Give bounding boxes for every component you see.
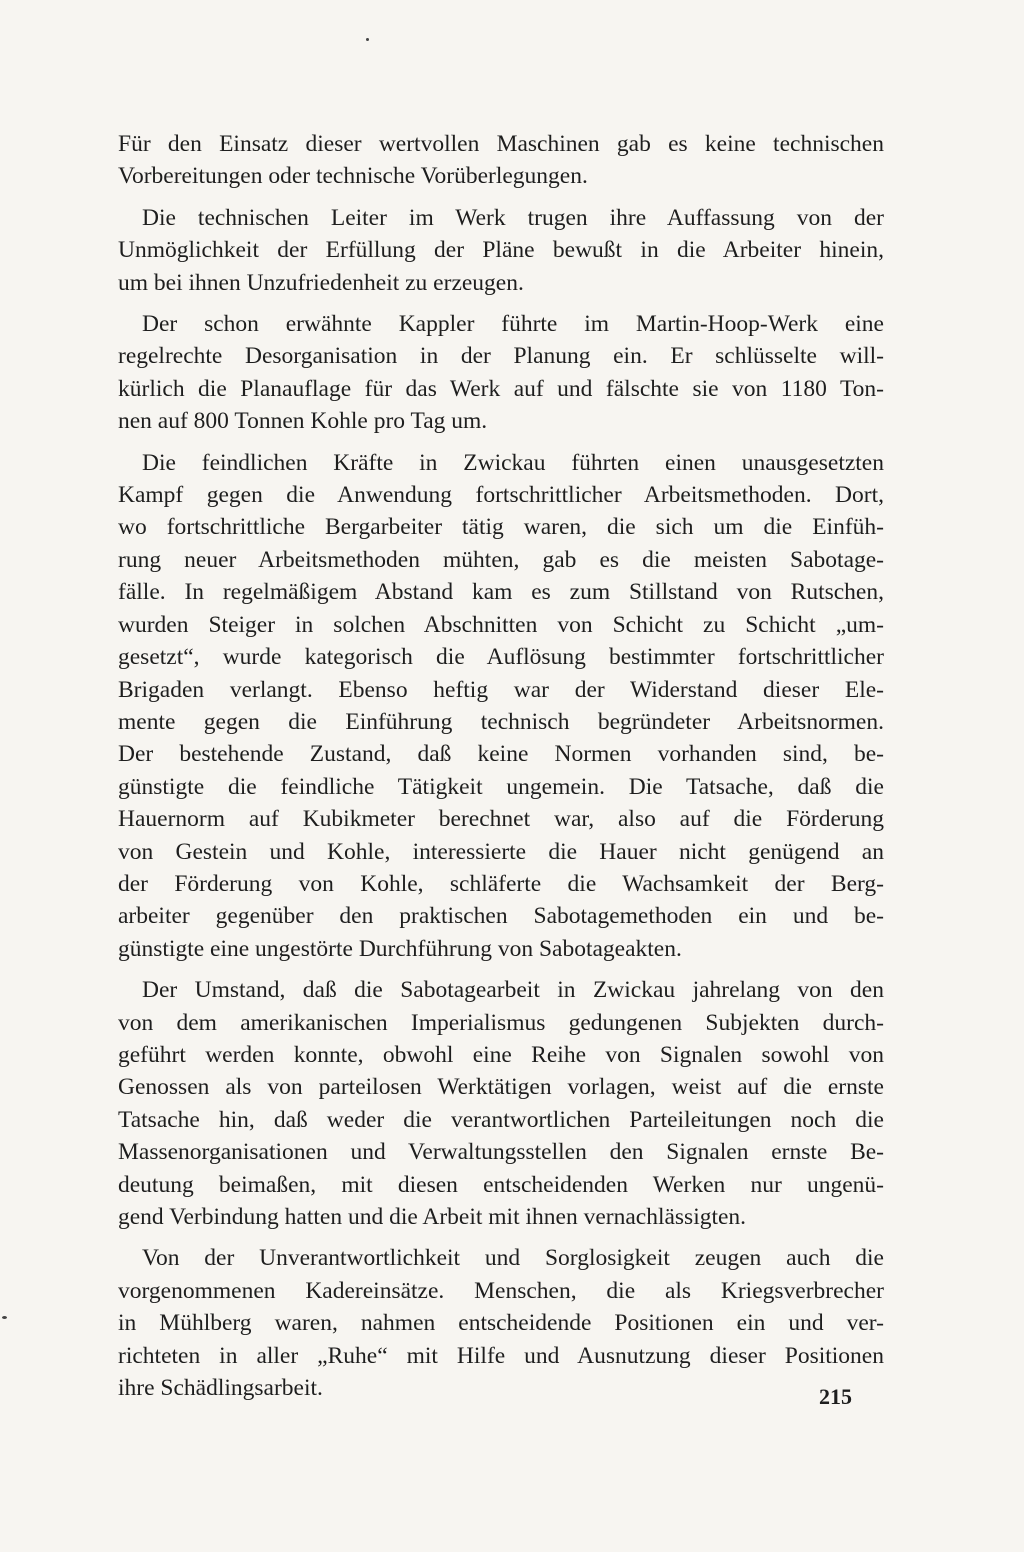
text-line: Brigaden verlangt. Ebenso heftig war der Widerstand dieser Ele- xyxy=(118,676,884,703)
text-line: ihre Schädlingsarbeit. xyxy=(118,1375,323,1402)
paragraph xyxy=(118,308,884,438)
text-line: von Gestein und Kohle, interessierte die Hauer nicht genügend an xyxy=(118,838,884,865)
text-line: Tatsache hin, daß weder die verantwortlichen Parteileitungen noch die xyxy=(118,1106,884,1133)
text-line: mente gegen die Einführung technisch begründeter Arbeitsnormen. xyxy=(118,708,884,735)
page-number: 215 xyxy=(819,1384,852,1409)
paragraph xyxy=(118,128,884,193)
text-line: von dem amerikanischen Imperialismus gedungenen Subjekten durch- xyxy=(118,1009,884,1036)
paragraph-gap xyxy=(118,1233,884,1242)
text-line: Die technischen Leiter im Werk trugen ihre Auffassung von der xyxy=(142,204,884,231)
text-line: arbeiter gegenüber den praktischen Sabotagemethoden ein und be- xyxy=(118,903,884,930)
text-line: kürlich die Planauflage für das Werk auf und fälschte sie von 1180 Ton- xyxy=(118,375,884,402)
text-line: nen auf 800 Tonnen Kohle pro Tag um. xyxy=(118,408,488,435)
text-line: Massenorganisationen und Verwaltungsstellen den Signalen ernste Be- xyxy=(118,1139,884,1166)
text-line: vorgenommenen Kadereinsätze. Menschen, die als Kriegsverbrecher xyxy=(118,1277,884,1304)
text-line: Genossen als von parteilosen Werktätigen vorlagen, weist auf die ernste xyxy=(118,1074,884,1101)
text-line: günstigte die feindliche Tätigkeit ungemein. Die Tatsache, daß die xyxy=(118,773,884,800)
paragraph-gap xyxy=(118,299,884,308)
body-text xyxy=(118,128,884,1404)
text-line: Vorbereitungen oder technische Vorüberlegungen. xyxy=(118,163,588,190)
text-line: Für den Einsatz dieser wertvollen Maschinen gab es keine technischen xyxy=(118,131,884,157)
text-line: in Mühlberg waren, nahmen entscheidende Positionen ein und ver- xyxy=(118,1310,884,1337)
text-line: Unmöglichkeit der Erfüllung der Pläne bewußt in die Arbeiter hinein, xyxy=(118,237,884,264)
print-speck xyxy=(2,1316,7,1319)
text-line: gend Verbindung hatten und die Arbeit mit ihnen vernachlässigten. xyxy=(118,1204,747,1230)
paragraph-gap xyxy=(118,965,884,974)
text-line: regelrechte Desorganisation in der Planung ein. Er schlüsselte will- xyxy=(118,343,884,370)
paragraph xyxy=(118,447,884,966)
text-line: Von der Unverantwortlichkeit und Sorglosigkeit zeugen auch die xyxy=(142,1245,884,1272)
text-line: geführt werden konnte, obwohl eine Reihe von Signalen sowohl von xyxy=(118,1041,884,1068)
text-line: günstigte eine ungestörte Durchführung von Sabotageakten. xyxy=(118,935,682,962)
text-line: der Förderung von Kohle, schläferte die Wachsamkeit der Berg- xyxy=(118,870,884,897)
text-line: um bei ihnen Unzufriedenheit zu erzeugen. xyxy=(118,269,524,296)
text-line: fälle. In regelmäßigem Abstand kam es zum Stillstand von Rutschen, xyxy=(118,579,884,606)
text-line: Der schon erwähnte Kappler führte im Martin-Hoop-Werk eine xyxy=(142,311,884,338)
text-line: Der Umstand, daß die Sabotagearbeit in Zwickau jahrelang von den xyxy=(142,977,884,1004)
text-line: Hauernorm auf Kubikmeter berechnet war, also auf die Förderung xyxy=(118,806,884,833)
text-line: Kampf gegen die Anwendung fortschrittlicher Arbeitsmethoden. Dort, xyxy=(118,482,884,509)
text-line: richteten in aller „Ruhe“ mit Hilfe und Ausnutzung dieser Positionen xyxy=(118,1342,884,1369)
paragraph-gap xyxy=(118,438,884,447)
paragraph xyxy=(118,202,884,299)
text-line: deutung beimaßen, mit diesen entscheidenden Werken nur ungenü- xyxy=(118,1171,884,1198)
text-line: wurden Steiger in solchen Abschnitten von Schicht zu Schicht „um- xyxy=(118,611,884,638)
paragraph xyxy=(118,1242,884,1404)
text-line: wo fortschrittliche Bergarbeiter tätig waren, die sich um die Einfüh- xyxy=(118,514,884,541)
text-line: rung neuer Arbeitsmethoden mühten, gab es die meisten Sabotage- xyxy=(118,546,884,573)
text-line: Die feindlichen Kräfte in Zwickau führten einen unausgesetzten xyxy=(142,449,884,476)
text-line: gesetzt“, wurde kategorisch die Auflösung bestimmter fortschrittlicher xyxy=(118,644,884,671)
paragraph xyxy=(118,974,884,1233)
paragraph-gap xyxy=(118,193,884,202)
text-line: Der bestehende Zustand, daß keine Normen vorhanden sind, be- xyxy=(118,741,884,768)
print-speck xyxy=(366,38,369,41)
